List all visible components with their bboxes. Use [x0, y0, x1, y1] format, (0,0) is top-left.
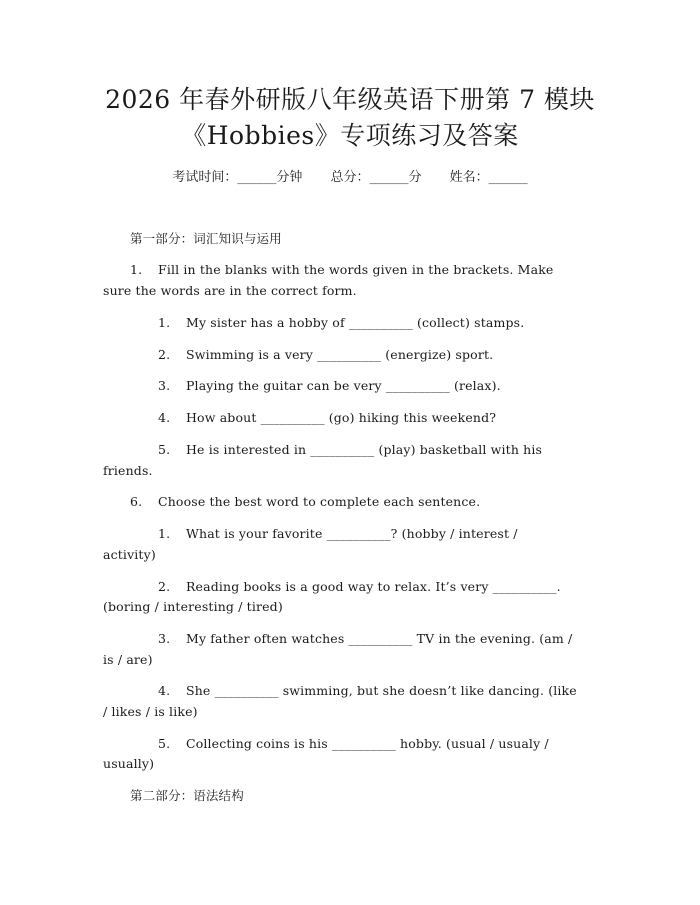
fill-blank-item-4 [158, 408, 496, 428]
choice-item-5 [158, 734, 549, 754]
item-number: 5. [158, 442, 171, 457]
fill-blank-item-2 [158, 345, 493, 365]
item-text: Swimming is a very __________ (energize) sport. [186, 347, 494, 362]
section-heading-part-2: 第二部分：语法结构 [130, 788, 244, 803]
question-6 [130, 492, 480, 512]
fill-blank-item-5 [158, 440, 542, 460]
item-text: She __________ swimming, but she doesn’t like dancing. (like [186, 683, 577, 698]
choice-item-2-continued: (boring / interesting / tired) [103, 599, 283, 614]
question-number: 6. [130, 494, 143, 509]
page-title-line-2: 《Hobbies》专项练习及答案 [181, 121, 519, 150]
choice-item-4 [158, 681, 577, 701]
choice-item-5-continued: usually) [103, 756, 155, 771]
item-text: My sister has a hobby of __________ (collect) stamps. [186, 315, 525, 330]
page-title-line-1: 2026 年春外研版八年级英语下册第 7 模块 [105, 85, 595, 114]
choice-item-1-continued: activity) [103, 547, 156, 562]
item-text: Reading books is a good way to relax. It’s very __________. [186, 579, 561, 594]
item-text: My father often watches __________ TV in the evening. (am / [186, 631, 573, 646]
item-text: How about __________ (go) hiking this weekend? [186, 410, 497, 425]
question-text: Fill in the blanks with the words given in the brackets. Make [158, 262, 554, 277]
item-number: 5. [158, 736, 171, 751]
choice-item-3-continued: is / are) [103, 652, 153, 667]
choice-item-4-continued: / likes / is like) [103, 704, 198, 719]
item-number: 2. [158, 579, 171, 594]
student-name-field: 姓名：______ [449, 170, 528, 185]
choice-item-3 [158, 629, 572, 649]
item-number: 3. [158, 378, 171, 393]
fill-blank-item-5-continued: friends. [103, 463, 153, 478]
item-text: What is your favorite __________? (hobby / interest / [186, 526, 518, 541]
item-number: 3. [158, 631, 171, 646]
fill-blank-item-3 [158, 376, 501, 396]
item-number: 4. [158, 683, 171, 698]
item-text: He is interested in __________ (play) basketball with his [186, 442, 543, 457]
question-1-line-1 [130, 260, 553, 280]
exam-meta [0, 168, 700, 188]
choice-item-2 [158, 577, 561, 597]
choice-item-1 [158, 524, 518, 544]
question-1-line-2: sure the words are in the correct form. [103, 283, 357, 298]
item-number: 1. [158, 526, 171, 541]
question-text: Choose the best word to complete each sentence. [158, 494, 481, 509]
item-number: 1. [158, 315, 171, 330]
question-number: 1. [130, 262, 143, 277]
item-number: 2. [158, 347, 171, 362]
item-number: 4. [158, 410, 171, 425]
fill-blank-item-1 [158, 313, 524, 333]
item-text: Playing the guitar can be very __________ (relax). [186, 378, 501, 393]
exam-total-score: 总分：______分 [330, 170, 422, 185]
exam-time: 考试时间：______分钟 [172, 170, 303, 185]
item-text: Collecting coins is his __________ hobby. (usual / usualy / [186, 736, 549, 751]
section-heading-part-1: 第一部分：词汇知识与运用 [130, 231, 282, 246]
